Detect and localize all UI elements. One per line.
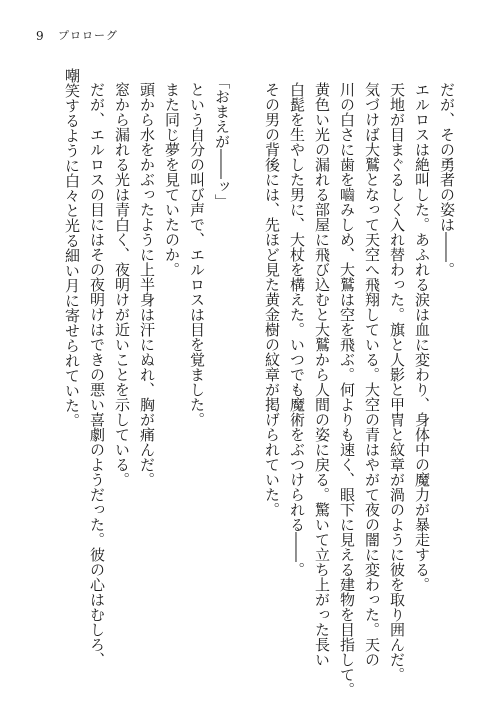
text-column: 窓から漏れる光は青白く、夜明けが近いことを示している。 [113,82,131,487]
text-column: 川の白さに歯を嚙みしめ、大鷲は空を飛ぶ。何よりも速く、眼下に見える建物を目指して。 [338,82,356,697]
text-column: という自分の叫び声で、エルロスは目を覚ました。 [188,82,206,427]
chapter-title: プロローグ [58,29,118,42]
text-column: 黄色い光の漏れる部屋に飛び込むと大鷲から人間の姿に戻る。驚いて立ち上がった長い [313,82,331,667]
text-column: また同じ夢を見ていたのか。 [163,82,181,277]
text-column: だが、エルロスの目にはその夜明けはできの悪い喜劇のようだった。彼の心はむしろ、 [88,82,106,667]
text-column: 「おまえが――ッ」 [213,74,231,209]
text-column: 頭から水をかぶったように上半身は汗にぬれ、胸が痛んだ。 [138,82,156,487]
text-column: 天地が目まぐるしく入れ替わった。旗と人影と甲冑と紋章が渦のように彼を取り囲んだ。 [388,82,406,682]
text-column: エルロスは絶叫した。あふれる涙は血に変わり、身体中の魔力が暴走する。 [413,82,431,592]
page-number: 9 [36,29,44,43]
text-column: 嘲笑するように白々と光る細い月に寄せられていた。 [63,68,81,428]
text-column: だが、その勇者の姿は――。 [438,82,456,277]
text-column: 気づけば大鷲となって天空へ飛翔している。大空の青はやがて夜の闇に変わった。天の [363,82,381,667]
text-column: 白髭を生やした男に、大杖を構えた。いつでも魔術をぶつけられる――。 [288,82,306,577]
text-column: その男の背後には、先ほど見た黄金樹の紋章が掲げられていた。 [263,82,281,517]
